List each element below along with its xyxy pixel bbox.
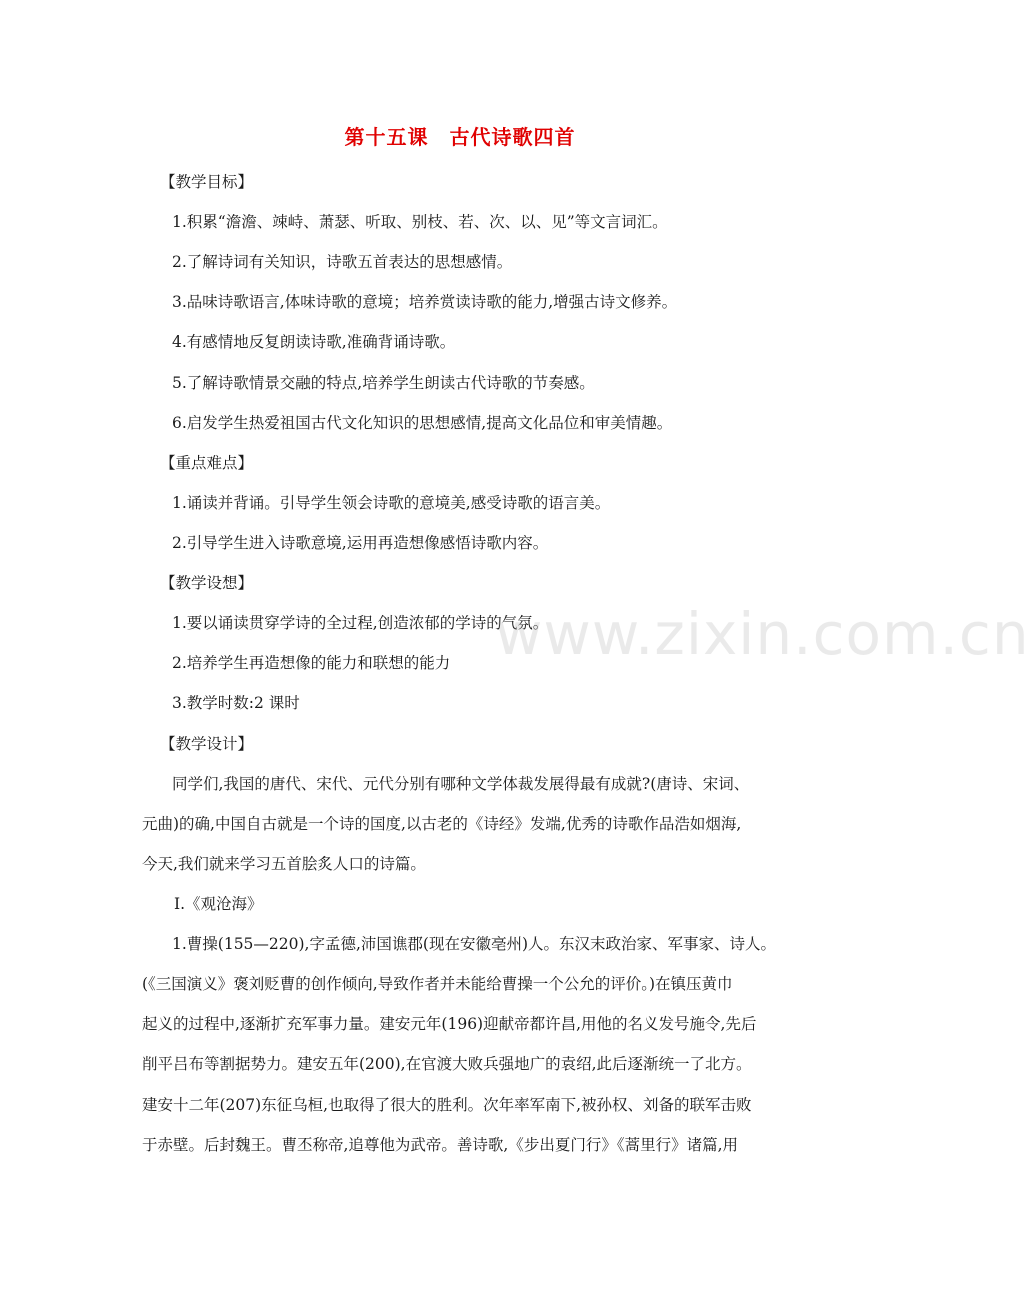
author-line: 于赤壁。后封魏王。曹丕称帝,追尊他为武帝。善诗歌,《步出夏门行》《蒿里行》诸篇,用 [142,1136,739,1154]
section-heading-design: 【教学设计】 [160,735,254,753]
author-line: 1.曹操(155—220),字孟德,沛国谯郡(现在安徽亳州)人。东汉末政治家、军事家、诗人。 [172,935,777,953]
idea-item: 2.培养学生再造想像的能力和联想的能力 [172,654,451,672]
author-line: 建安十二年(207)东征乌桓,也取得了很大的胜利。次年率军南下,被孙权、刘备的联军击败 [142,1096,752,1114]
goal-item: 4.有感情地反复朗读诗歌,准确背诵诗歌。 [172,333,456,351]
goal-item: 1.积累“澹澹、竦峙、萧瑟、听取、别枝、若、次、以、见”等文言词汇。 [172,213,668,231]
watermark: www.zixin.com.cn [495,600,1030,668]
author-line: (《三国演义》褒刘贬曹的创作倾向,导致作者并未能给曹操一个公允的评价。)在镇压黄巾 [142,975,733,993]
idea-item: 1.要以诵读贯穿学诗的全过程,创造浓郁的学诗的气氛。 [172,614,549,632]
intro-line: 同学们,我国的唐代、宋代、元代分别有哪种文学体裁发展得最有成就?(唐诗、宋词、 [172,775,750,793]
section-heading-goals: 【教学目标】 [160,173,254,191]
goal-item: 6.启发学生热爱祖国古代文化知识的思想感情,提高文化品位和审美情趣。 [172,414,673,432]
poem-heading: Ⅰ.《观沧海》 [174,895,263,913]
idea-item: 3.教学时数:2 课时 [172,694,300,712]
key-item: 2.引导学生进入诗歌意境,运用再造想像感悟诗歌内容。 [172,534,549,552]
intro-line: 今天,我们就来学习五首脍炙人口的诗篇。 [142,855,426,873]
goal-item: 3.品味诗歌语言,体味诗歌的意境；培养赏读诗歌的能力,增强古诗文修养。 [172,293,678,311]
section-heading-key: 【重点难点】 [160,454,254,472]
author-line: 削平吕布等割据势力。建安五年(200),在官渡大败兵强地广的袁绍,此后逐渐统一了北方。 [142,1055,752,1073]
page-title: 第十五课 古代诗歌四首 [344,125,576,149]
goal-item: 2.了解诗词有关知识，诗歌五首表达的思想感情。 [172,253,513,271]
section-heading-ideas: 【教学设想】 [160,574,254,592]
key-item: 1.诵读并背诵。引导学生领会诗歌的意境美,感受诗歌的语言美。 [172,494,611,512]
intro-line: 元曲)的确,中国自古就是一个诗的国度,以古老的《诗经》发端,优秀的诗歌作品浩如烟海, [142,815,742,833]
goal-item: 5.了解诗歌情景交融的特点,培养学生朗读古代诗歌的节奏感。 [172,374,595,392]
author-line: 起义的过程中,逐渐扩充军事力量。建安元年(196)迎献帝都许昌,用他的名义发号施令,先后 [142,1015,757,1033]
